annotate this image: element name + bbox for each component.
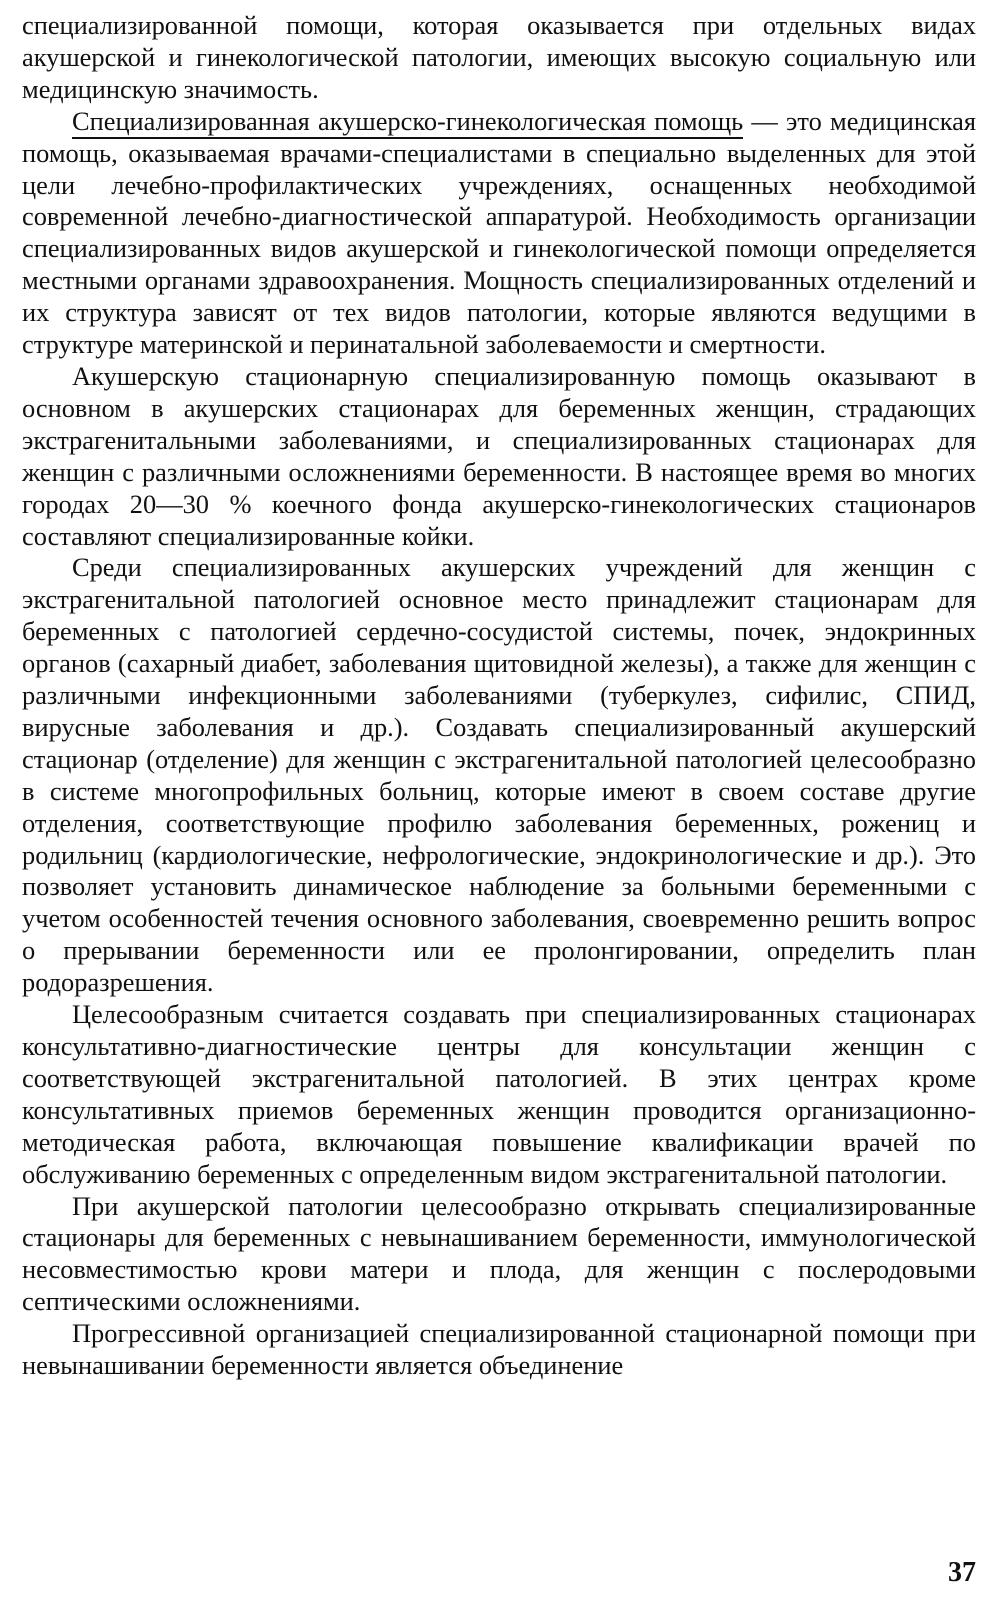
page-number: 37 [948,1557,976,1588]
paragraph-6: При акушерской патологии целесообразно открывать специализированные стационары для беременных с невынашиванием беременности, иммунологической несовместимостью крови матери и плода, для женщин с послеродовыми септическими осложнениями. [22,1190,976,1317]
defined-term: Специализированная акушерско-гинекологическая помощь [72,106,743,139]
paragraph-1: специализированной помощи, которая оказывается при отдельных видах акушерской и гинекологической патологии, имеющих высокую социальную или медицинскую значимость. [22,10,976,104]
paragraph-5: Целесообразным считается создавать при специализированных стационарах консультативно-диагностические центры для консультации женщин с соответствующей экстрагенитальной патологией. В этих центрах кроме консультативных приемов беременных женщин проводится организационно-методическая работа, включающая повышение квалификации врачей по обслуживанию беременных с определенным видом экстрагенитальной патологии. [22,999,976,1189]
paragraph-4: Среди специализированных акушерских учреждений для женщин с экстрагенитальной патологией основное место принадлежит стационарам для беременных с патологией сердечно-сосудистой системы, почек, эндокринных органов (сахарный диабет, заболевания щитовидной железы), а также для женщин с различными инфекционными заболеваниями (туберкулез, сифилис, СПИД, вирусные заболевания и др.). Создавать специализированный акушерский стационар (отделение) для женщин с экстрагенитальной патологией целесообразно в системе многопрофильных больниц, которые имеют в своем составе другие отделения, соответствующие профилю заболевания беременных, рожениц и родильниц (кардиологические, нефрологические, эндокринологические и др.). Это позволяет установить динамическое наблюдение за больными беременными с учетом особенностей течения основного заболевания, своевременно решить вопрос о прерывании беременности или ее пролонгировании, определить план родоразрешения. [22,552,976,998]
definition-text: — это медицинская помощь, оказываемая врачами-специалистами в специально выделенных для этой цели лечебно-профилактических учреждениях, оснащенных необходимой современной лечебно-диагностической аппаратурой. Необходимость организации специализированных видов акушерской и гинекологической помощи определяется местными органами здравоохранения. Мощность специализированных отделений и их структура зависят от тех видов патологии, которые являются ведущими в структуре материнской и перинатальной заболеваемости и смертности. [22,105,976,360]
paragraph-2 [22,106,976,361]
paragraph-3: Акушерскую стационарную специализированную помощь оказывают в основном в акушерских стационарах для беременных женщин, страдающих экстрагенитальными заболеваниями, и специализированных стационарах для женщин с различными осложнениями беременности. В настоящее время во многих городах 20—30 % коечного фонда акушерско-гинекологических стационаров составляют специализированные койки. [22,360,976,551]
paragraph-7: Прогрессивной организацией специализированной стационарной помощи при невынашивании беременности является объединение [22,1318,976,1381]
book-page [22,10,976,1595]
